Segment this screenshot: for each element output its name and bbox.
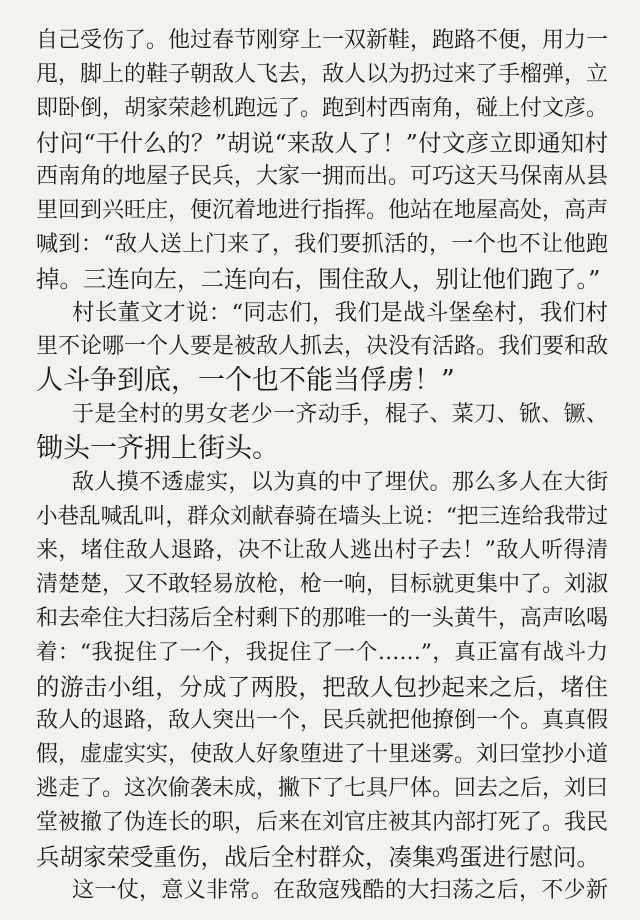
text-line: 掉。三连向左，二连向右，围住敌人，别让他们跑了。” <box>36 265 601 293</box>
text-line: 里回到兴旺庄，便沉着地进行指挥。他站在地屋高处，高声 <box>36 198 609 223</box>
text-line: 即卧倒，胡家荣趁机跑远了。跑到村西南角，碰上付文彦。 <box>36 96 609 121</box>
text-line: 里不论哪一个人要是被敌人抓去，决没有活路。我们要和敌 <box>36 334 609 359</box>
text-line: 甩，脚上的鞋子朝敌人飞去，敌人以为扔过来了手榴弹，立 <box>36 62 609 87</box>
text-line: 的游击小组，分成了两股，把敌人包抄起来之后，堵住 <box>36 673 608 701</box>
text-line: 和去牵住大扫荡后全村剩下的那唯一的一头黄牛，高声吆喝 <box>36 606 609 631</box>
text-line: 这一仗，意义非常。在敌寇残酷的大扫荡之后，不少新 <box>72 878 608 903</box>
text-line: 于是全村的男女老少一齐动手，棍子、菜刀、锨、镢、 <box>72 402 608 427</box>
text-line: 来，堵住敌人退路，决不让敌人逃出村子去！”敌人听得清 <box>36 538 608 563</box>
text-line: 人斗争到底，一个也不能当俘虏！” <box>36 365 455 396</box>
text-line: 西南角的地屋子民兵，大家一拥而出。可巧这天马保南从县 <box>36 164 609 189</box>
text-line: 村长董文才说：“同志们，我们是战斗堡垒村，我们村 <box>72 300 608 326</box>
text-line: 喊到：“敌人送上门来了，我们要抓活的，一个也不让他跑 <box>36 232 608 257</box>
text-line: 兵胡家荣受重伤，战后全村群众，凑集鸡蛋进行慰问。 <box>36 843 600 871</box>
text-line: 堂被撤了伪连长的职，后来在刘官庄被其内部打死了。我民 <box>36 810 609 835</box>
text-line: 清楚楚，又不敢轻易放枪，枪一响，目标就更集中了。刘淑 <box>36 572 609 597</box>
text-line: 逃走了。这次偷袭未成，撇下了七具尸体。回去之后，刘曰 <box>36 776 609 801</box>
text-line: 敌人摸不透虚实，以为真的中了埋伏。那么多人在大街 <box>72 470 608 495</box>
text-line: 锄头一齐拥上街头。 <box>36 433 279 464</box>
text-line: 自己受伤了。他过春节刚穿上一双新鞋，跑路不便，用力一 <box>36 28 609 53</box>
text-line: 小巷乱喊乱叫，群众刘献春骑在墙头上说：“把三连给我带过 <box>36 504 608 529</box>
text-line: 敌人的退路，敌人突出一个，民兵就把他撩倒一个。真真假 <box>36 708 609 733</box>
text-line: 着：“我捉住了一个，我捉住了一个……”，真正富有战斗力 <box>36 640 608 665</box>
text-line: 付问“干什么的？”胡说“来敌人了！”付文彦立即通知村 <box>36 129 608 157</box>
text-line: 假，虚虚实实，使敌人好象堕进了十里迷雾。刘曰堂抄小道 <box>36 742 609 767</box>
